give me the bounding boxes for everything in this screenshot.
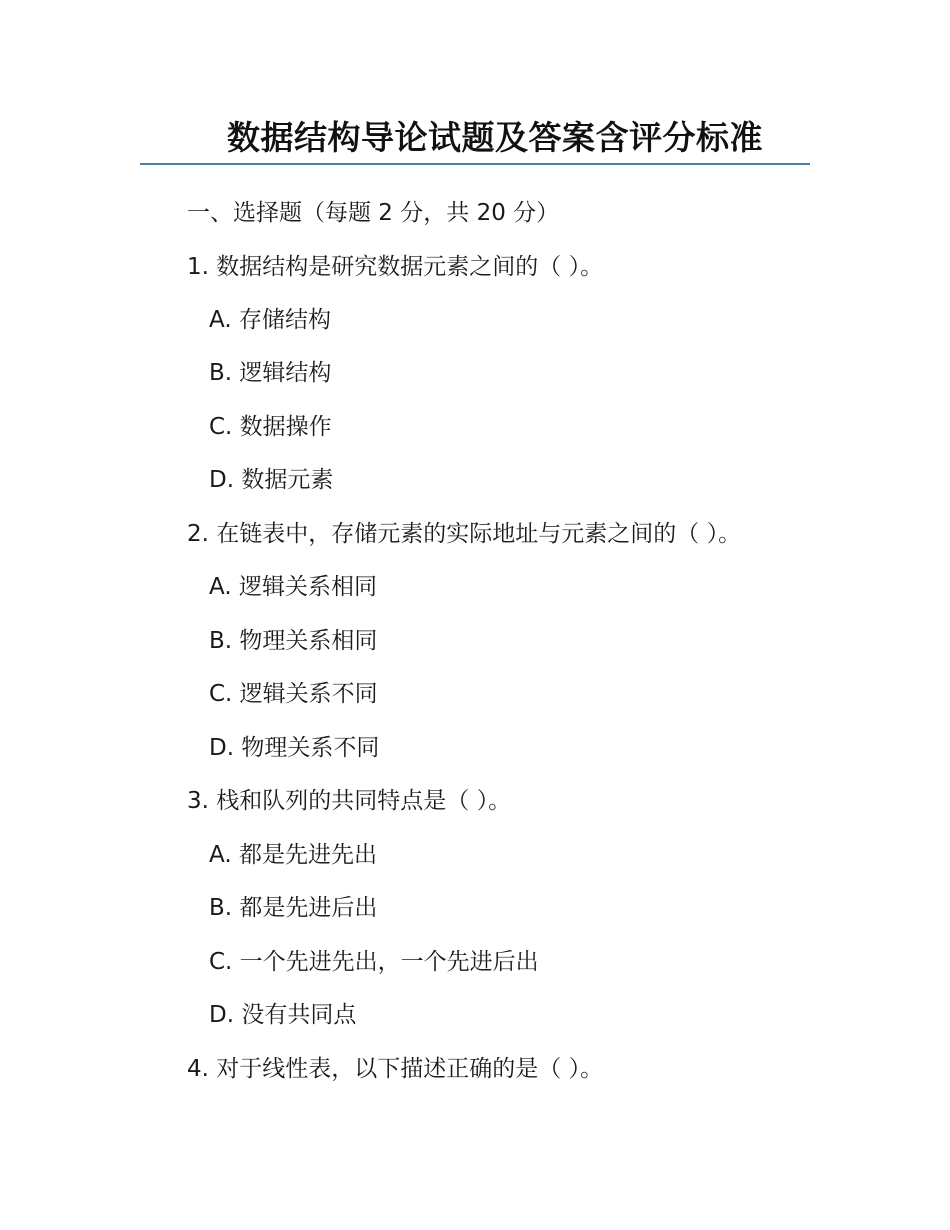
question-2-option-b: B. 物理关系相同 <box>209 628 378 654</box>
document-title: 数据结构导论试题及答案含评分标准 <box>227 118 763 157</box>
question-2-option-a: A. 逻辑关系相同 <box>209 574 377 600</box>
question-4-stem: 4. 对于线性表，以下描述正确的是（ ）。 <box>187 1056 604 1082</box>
question-2-option-d: D. 物理关系不同 <box>209 735 380 761</box>
question-1-option-c: C. 数据操作 <box>209 414 332 440</box>
question-3-option-a: A. 都是先进先出 <box>209 842 377 868</box>
question-3-option-b: B. 都是先进后出 <box>209 895 378 921</box>
question-1-stem: 1. 数据结构是研究数据元素之间的（ ）。 <box>187 254 604 280</box>
title-underline <box>140 163 810 165</box>
question-2-stem: 2. 在链表中，存储元素的实际地址与元素之间的（ ）。 <box>187 521 742 547</box>
question-1-option-a: A. 存储结构 <box>209 307 331 333</box>
question-3-option-c: C. 一个先进先出，一个先进后出 <box>209 949 539 975</box>
question-1-option-d: D. 数据元素 <box>209 467 334 493</box>
question-3-option-d: D. 没有共同点 <box>209 1002 357 1028</box>
question-2-option-c: C. 逻辑关系不同 <box>209 681 378 707</box>
question-3-stem: 3. 栈和队列的共同特点是（ ）。 <box>187 788 512 814</box>
question-1-option-b: B. 逻辑结构 <box>209 360 332 386</box>
section-heading: 一、选择题（每题 2 分，共 20 分） <box>187 200 560 226</box>
